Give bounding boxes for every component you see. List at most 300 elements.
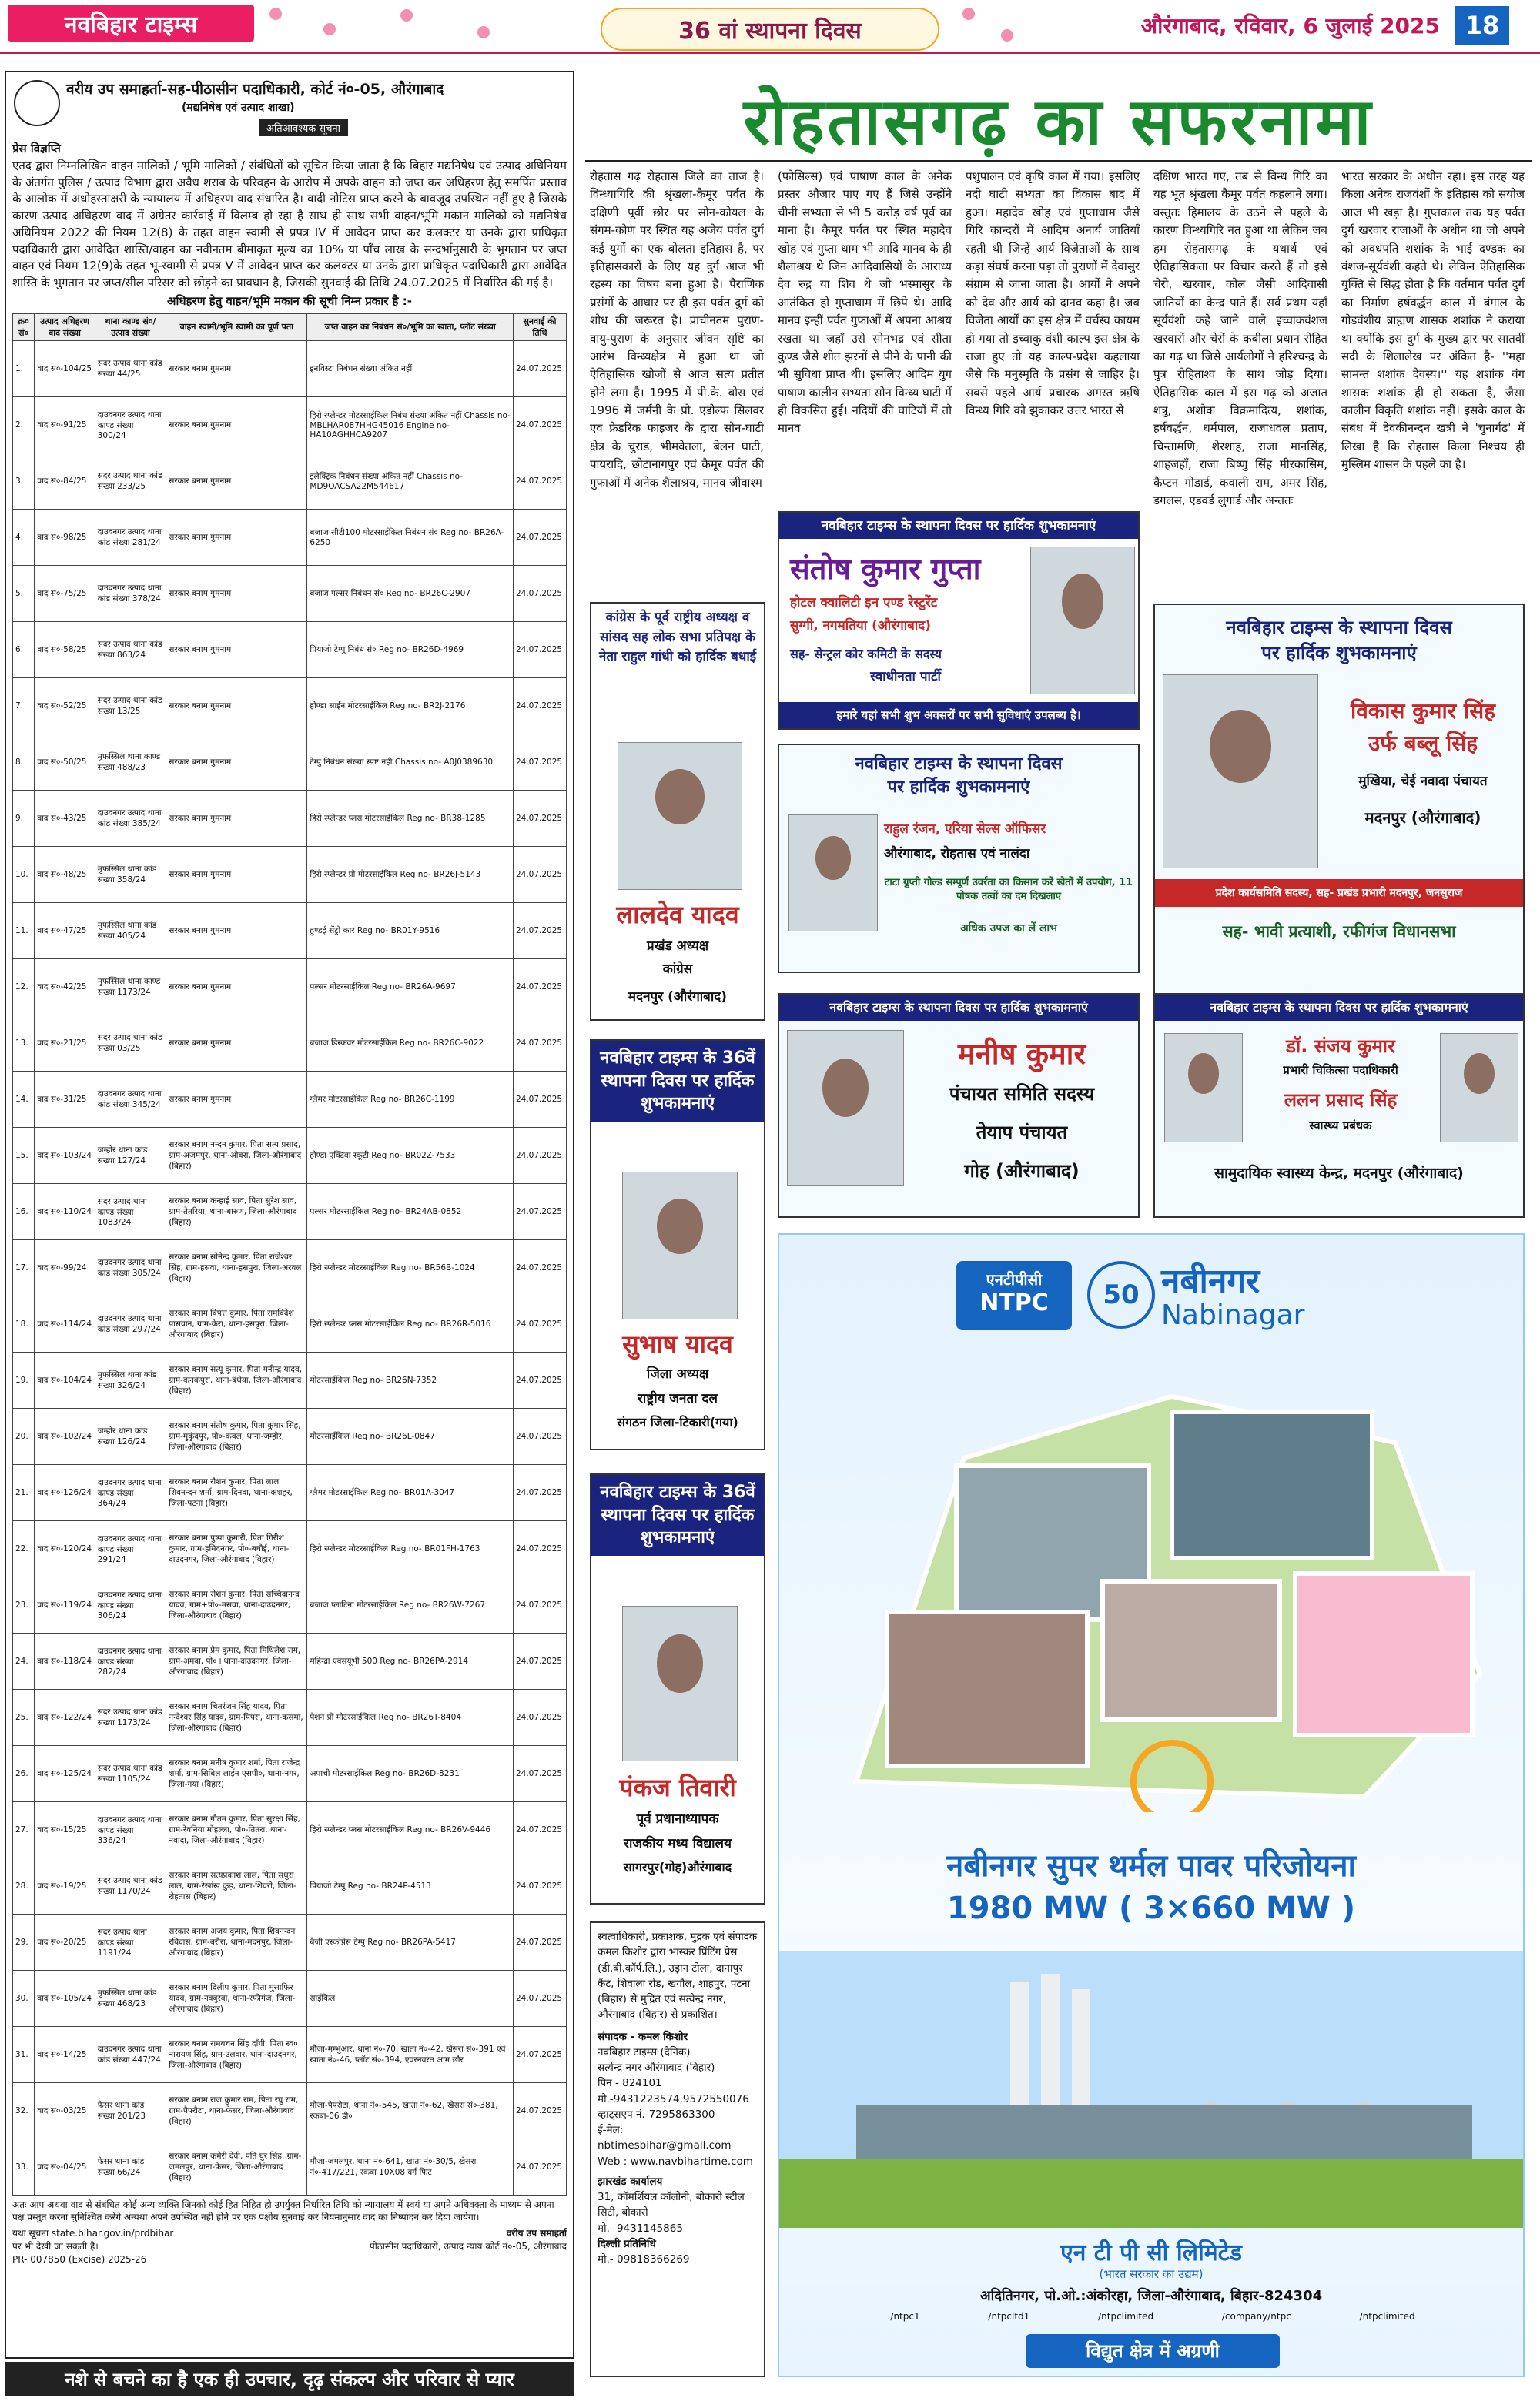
table-row <box>13 1633 567 1689</box>
table-row <box>13 1577 567 1633</box>
table-cell-no: 2. <box>13 396 35 453</box>
table-cell-thana: दाउदनगर उत्पाद थाना कांड संख्या 281/24 <box>95 509 166 565</box>
table-cell-no: 11. <box>13 902 35 958</box>
table-cell-thana: मुफस्सिल थाना काण्ड संख्या 488/23 <box>95 734 166 790</box>
ntpc-capacity: 1980 MW ( 3×660 MW ) <box>946 1891 1356 1926</box>
ad-laldev-party: कांग्रेस <box>662 962 693 977</box>
table-cell-owner: सरकार बनाम गुमनाम <box>166 958 307 1015</box>
table-cell-vehicle: हिरो स्प्लेन्डर मोटरसाईकिल Reg no- BR56B-1024 <box>307 1239 514 1296</box>
table-cell-case: वाद सं०-126/24 <box>35 1464 95 1520</box>
ad-santosh-footer: हमारे यहां सभी शुभ अवसरों पर सभी सुविधाएं उपलब्ध है। <box>779 702 1138 728</box>
pr-number: PR- 007850 (Excise) 2025-26 <box>12 2253 147 2265</box>
table-cell-case: वाद सं०-105/24 <box>35 1970 95 2026</box>
table-cell-thana: दाउदनगर उत्पाद थाना कांड संख्या 305/24 <box>95 1239 166 1296</box>
ad-lalan-photo <box>1440 1033 1518 1142</box>
table-cell-no: 26. <box>13 1745 35 1801</box>
notice-list-heading: अधिहरण हेतु वाहन/भूमि मकान की सूची निम्न प्रकार है :- <box>167 293 412 308</box>
table-cell-thana: मुफस्सिल थाना काण्ड संख्या 1173/24 <box>95 958 166 1015</box>
table-cell-case: वाद सं०-52/25 <box>35 677 95 734</box>
ntpc-plant-panorama <box>779 1951 1523 2228</box>
signature-role: पीठासीन पदाधिकारी, उत्पाद न्याय कोर्ट नं०-05, औरंगाबाद <box>369 2240 567 2252</box>
ad-pankaj-title: नवबिहार टाइम्स के 36वें स्थापना दिवस पर हार्दिक शुभकामनाएं <box>591 1475 764 1556</box>
vehicle-table-header: थाना काण्ड सं०/उत्पाद संख्या <box>95 313 166 340</box>
table-row <box>13 621 567 677</box>
ad-vikas-name1: विकास कुमार सिंह <box>1350 698 1495 724</box>
anniversary-banner: 36 वां स्थापना दिवस <box>601 8 939 51</box>
table-cell-no: 31. <box>13 2026 35 2082</box>
table-cell-vehicle: ग्लैमर मोटरसाईकिल Reg no- BR26C-1199 <box>307 1071 514 1127</box>
ntpc-logo-hindi: एनटीपीसी <box>986 1270 1043 1289</box>
article-column-5: भारत सरकार के अधीन रहा। इस तरह यह किला अनेक राजवंशों के इतिहास को संयोज आज भी खड़ा है। गुप्तकाल तक यह पर्वत दुर्ग खरवार राजाओं के अधीन था जो अपने को अवधपति शशांक के भाई दण्डक का वंशज-सूर्यवंशी कहते थे। लेकिन ऐतिहासिक युक्ति से सिद्ध होता है कि वर्तमान पर्वत दुर्ग का निर्माण हर्षवर्द्धन काल में बंगाल के गोडवंशीय ब्राह्मण शासक शशांक ने कराया था क्योंकि इस दुर्ग के मुख्य द्वार पर सातवीं सदी के शिलालेख पर अंकित है- ''महा सामन्त शशांक देवस्य।'' यह शशांक वंग शासक शशांक ही हो सकता है, जैसा कालीन विकृति शशांक नहीं। इसके काल के संबंध में देवकीनन्दन खत्री ने 'चुनार्गढ' में लिखा है कि रोहतास किला निश्चय ही मुस्लिम शासन के पहले का है। <box>1341 169 1525 472</box>
ad-subhash-yadav <box>590 1039 765 1450</box>
vehicle-table-header: उत्पाद अधिहरण वाद संख्या <box>35 313 95 340</box>
instagram-icon[interactable]: /ntpclimited <box>1359 2311 1415 2322</box>
table-cell-no: 30. <box>13 1970 35 2026</box>
notice-intro <box>12 141 567 310</box>
ad-manish-banner: नवबिहार टाइम्स के स्थापना दिवस पर हार्दिक शुभकामनाएं <box>779 995 1138 1021</box>
table-cell-thana: सदर उत्पाद थाना कांड संख्या 233/25 <box>95 453 166 509</box>
notice-intro-text: एतद द्वारा निम्नलिखित वाहन मालिकों / भूमि मालिकों / संबंधितों को सूचित किया जाता है कि बिहार मद्यनिषेध एवं उत्पाद अधिनियम के अंतर्गत पुलिस / उत्पाद विभाग द्वारा अवैध शराब के परिवहन के आरोप में अपके वाहन को जप्त कर अधिहरण हेतु समर्पित प्रस्ताव के आलोक में अधोहस्ताक्षरी के न्यायालय में अधिहरण वाद संधारित है। वादी नोटिस प्राप्त करने के बावजूद उपस्थित नहीं हुए है जिसके कारण उत्पाद अधिहरण वाद में अग्रेतर कार्रवाई में विलम्ब हो रहा है साथ ही साथ सभी वाहन/भूमि मकान मालिको को मद्यनिषेध अधिनियम 2022 की नियम 12(8) के तहत वाहन स्वामी से प्रपत्र IV में आवेदन प्राप्त कर कलक्टर या उनके द्वारा प्राधिकृत पदाधिकारी द्वारा आवेदित शास्ति/वाहन का नवीनतम बीमाकृत मूल्य का 10% या पाँच लाख के सन्दर्भानुसारी के भुगतान पर जप्त वाहन एवं नियम 12(9)के तहत भू-स्वामी से प्रपत्र V में आवेदन प्राप्त कर कलक्टर या उनके द्वारा प्राधिकृत पदाधिकारी द्वारा आवेदित शास्ति के भुगतान पर जप्त/सील परिसर को छोड़ने का प्रावधान है, जिसकी सुनवाई की तिथि 24.07.2025 में निर्धारित की गई है। <box>12 158 567 289</box>
ad-santosh-name: संतोष कुमार गुप्ता <box>790 552 981 586</box>
table-row <box>13 2026 567 2082</box>
twitter-icon[interactable]: /ntpcltd1 <box>988 2311 1030 2322</box>
ad-pankaj-photo <box>622 1606 738 1761</box>
table-cell-vehicle: इनविस्टा निबंधन संख्या अंकित नहीं <box>307 340 514 396</box>
ad-vikas-photo <box>1163 674 1318 868</box>
ad-santosh-line3: सह- सेन्ट्रल कोर कमिटी के सदस्य <box>790 647 942 661</box>
ntpc-address: अदितिनगर, पो.ओ.:अंकोरहा, जिला-औरंगाबाद, बिहार-824304 <box>979 2288 1323 2304</box>
table-cell-no: 8. <box>13 734 35 790</box>
table-cell-owner: सरकार बनाम गुमनाम <box>166 1071 307 1127</box>
ntpc-logo-text: NTPC <box>979 1289 1049 1316</box>
article-column-2: (फोसिल्स) एवं पाषाण काल के अनेक प्रस्तर औजार पाए गए हैं जिसे उन्होंने चीनी सभ्यता से भी 5 करोड़ वर्ष पूर्व का माना है। कैमूर पर्वत पर स्थित महादेव खोह एवं गुप्ता धाम भी आदि मानव के ही शैलाश्रय थे जिन आदिवासियों के आराध्य देव रुद्र या शिव थे जो भस्मासुर के आतंकित हो गुप्ताधाम में छिपे थे। आदि मानव इन्हीं पर्वत गुफाओं में अपना आश्रय रखता था जहाँ उसे सोनभद्र एवं सीता कुण्ड जैसे शीत झरनों से पीने के पानी की भी सुविधा प्राप्त थी। इसलिए आदिम युग पाषाण कालीन सभ्यता सोन विन्ध्य घाटी में ही विकसित हुई। नदियों की घाटियों में तो मानव <box>778 169 952 436</box>
table-row <box>13 1071 567 1127</box>
table-row <box>13 1239 567 1296</box>
table-cell-thana: जम्होर थाना कांड संख्या 127/24 <box>95 1127 166 1183</box>
table-cell-no: 16. <box>13 1183 35 1239</box>
article-headline: रोहतासगढ़ का सफरनामा <box>585 77 1532 162</box>
table-cell-date: 24.07.2025 <box>513 1352 566 1408</box>
linkedin-icon[interactable]: /company/ntpc <box>1221 2311 1291 2322</box>
table-cell-vehicle: मौजा-पैपरौटा, थाना नं०-545, खाता नं०-62, खेसरा सं०-381, रकबा-06 डी० <box>307 2082 514 2139</box>
ad-manish-photo <box>787 1030 904 1186</box>
table-cell-thana: मुफस्सिल थाना कांड संख्या 405/24 <box>95 902 166 958</box>
table-cell-date: 24.07.2025 <box>513 846 566 902</box>
table-cell-vehicle: बैजी एस्कोप्रेस टेम्पु Reg no- BR26PA-5417 <box>307 1914 514 1970</box>
table-cell-vehicle: बजाज सीटी100 मोटरसाईकिल निबंधन सं० Reg no- BR26A-6250 <box>307 509 514 565</box>
table-cell-thana: दाउदनगर उत्पाद थाना कांड संख्या 447/24 <box>95 2026 166 2082</box>
table-cell-vehicle: पल्सर मोटरसाईकिल Reg no- BR26A-9697 <box>307 958 514 1015</box>
table-cell-date: 24.07.2025 <box>513 621 566 677</box>
table-cell-case: वाद सं०-118/24 <box>35 1633 95 1689</box>
ad-laldev-name: लालदेव यादव <box>616 900 739 929</box>
ad-manish-name: मनीष कुमार <box>957 1037 1086 1071</box>
ad-manish-panchayat: तेयाप पंचायत <box>976 1122 1068 1143</box>
ad-pankaj-tiwari <box>590 1473 765 1905</box>
ad-manish-role: पंचायत समिति सदस्य <box>949 1083 1095 1105</box>
table-row <box>13 1914 567 1970</box>
table-cell-thana: मुफस्सिल थाना कांड संख्या 326/24 <box>95 1352 166 1408</box>
impressum-jh-office: झारखंड कार्यालय <box>598 2175 663 2188</box>
table-cell-owner: सरकार बनाम गुमनाम <box>166 846 307 902</box>
bihar-seal-icon <box>14 80 60 126</box>
ad-manish-kumar <box>778 993 1140 1218</box>
table-cell-no: 6. <box>13 621 35 677</box>
ntpc-photo-plant <box>887 1612 1087 1766</box>
ntpc-plant: Nabinagar <box>1161 1299 1305 1331</box>
table-cell-vehicle: बजाज डिस्कवर मोटरसाईकिल Reg no- BR26C-9022 <box>307 1015 514 1071</box>
ad-sanjay-banner: नवबिहार टाइम्स के स्थापना दिवस पर हार्दिक शुभकामनाएं <box>1155 995 1523 1021</box>
table-cell-date: 24.07.2025 <box>513 1183 566 1239</box>
table-row <box>13 1296 567 1352</box>
table-cell-vehicle: हिरो स्प्लेन्डर मोटरसाईकिल Reg no- BR01FH-1763 <box>307 1520 514 1577</box>
table-cell-case: वाद सं०-119/24 <box>35 1577 95 1633</box>
table-cell-date: 24.07.2025 <box>513 902 566 958</box>
table-cell-case: वाद सं०-42/25 <box>35 958 95 1015</box>
table-cell-no: 18. <box>13 1296 35 1352</box>
dateline: औरंगाबाद, रविवार, 6 जुलाई 2025 <box>1140 13 1440 38</box>
table-cell-owner: सरकार बनाम राज कुमार राम, पिता रघु राम, ग्राम-पैपरौटा, थाना-फेसर, जिला-औरंगाबाद (बिहार) <box>166 2082 307 2139</box>
table-cell-case: वाद सं०-114/24 <box>35 1296 95 1352</box>
ntpc-company: एन टी पी सी लिमिटेड <box>1060 2239 1242 2266</box>
table-cell-no: 22. <box>13 1520 35 1577</box>
table-cell-owner: सरकार बनाम रौशन कुमार, पिता लाल शिवनन्दन शर्मा, ग्राम-दिनवा, थाना-कशहर, जिला-पटना (बिहार) <box>166 1464 307 1520</box>
table-cell-owner: सरकार बनाम सत्यप्रकाश लाल, पिता सधुरा लाल, ग्राम-रेखांख कुड़, थाना-शिवरी, जिला-रोहतास (बिहार) <box>166 1858 307 1914</box>
table-cell-owner: सरकार बनाम गुमनाम <box>166 1015 307 1071</box>
table-cell-no: 7. <box>13 677 35 734</box>
table-cell-thana: दाउदनगर उत्पाद थाना काण्ड संख्या 282/24 <box>95 1633 166 1689</box>
ad-laldev-photo <box>618 742 742 890</box>
table-cell-case: वाद सं०-14/25 <box>35 2026 95 2082</box>
article-column-3: पशुपालन एवं कृषि काल में गया। इसलिए नदी घाटी सभ्यता का विकास बाद में हुआ। महादेव खोह एवं गुप्ताधाम जैसे गिरि कान्दरों में आदिम अनार्य जातियाँ रहती थी जिन्हें आर्य विजेताओं के साथ कड़ा संघर्ष करना पड़ा तो पुराणों में देवासुर संग्राम से जाना जाता है। आर्यों ने अपने को देव और आर्य को दानव कहा है। जब विजेता आर्यों का इस क्षेत्र में वर्चस्व कायम हो गया तो इच्वाकु वंशी काल्प इस क्षेत्र के राजा हुए तो यह काल्प-प्रदेश कहलाया जैसे कि मनुस्मृति के प्रसंग से जाहिर है। सबसे पहले आर्य प्रचारक अगस्त ऋषि विन्ध्य गिरि को झुकाकर उत्तर भारत से <box>966 169 1140 418</box>
table-row <box>13 1970 567 2026</box>
table-cell-thana: दाउदनगर उत्पाद थाना काण्ड संख्या 306/24 <box>95 1577 166 1633</box>
table-cell-vehicle: टेम्पु निबंधन संख्या स्पष्ट नहीं Chassis no- A0J0389630 <box>307 734 514 790</box>
table-cell-case: वाद सं०-104/25 <box>35 340 95 396</box>
ad-santosh-line4: स्वाधीनता पार्टी <box>870 669 941 684</box>
table-cell-date: 24.07.2025 <box>513 1408 566 1464</box>
table-row <box>13 1183 567 1239</box>
ad-vikas-party: प्रदेश कार्यसमिति सदस्य, सह- प्रखंड प्रभारी मदनपुर, जनसुराज <box>1155 879 1523 907</box>
table-cell-no: 17. <box>13 1239 35 1296</box>
table-cell-date: 24.07.2025 <box>513 1071 566 1127</box>
impressum-whatsapp: व्हाट्सएप नं.-7295863300 <box>598 2108 715 2121</box>
table-cell-case: वाद सं०-50/25 <box>35 734 95 790</box>
table-cell-thana: फेसर थाना कांड संख्या 66/24 <box>95 2139 166 2195</box>
table-cell-date: 24.07.2025 <box>513 1858 566 1914</box>
notice-website: यथा सूचना state.bihar.gov.in/prdbihar <box>12 2228 174 2239</box>
table-cell-date: 24.07.2025 <box>513 790 566 846</box>
table-cell-owner: सरकार बनाम मनीष कुमार शर्मा, पिता राजेन्द्र शर्मा, ग्राम-सिबिल लाईन एसपी०, थाना-नगर, जिला-गया (बिहार) <box>166 1745 307 1801</box>
table-cell-vehicle: पल्सर मोटरसाईकिल Reg no- BR24AB-0852 <box>307 1183 514 1239</box>
table-cell-date: 24.07.2025 <box>513 1801 566 1858</box>
table-row <box>13 509 567 565</box>
table-cell-no: 23. <box>13 1577 35 1633</box>
table-cell-owner: सरकार बनाम चितरंजन सिंह यादव, पिता नन्देश्वर सिंह यादव, ग्राम-पिपरा, थाना-कसमा, जिला-औरंगाबाद (बिहार) <box>166 1689 307 1745</box>
table-cell-case: वाद सं०-21/25 <box>35 1015 95 1071</box>
table-cell-owner: सरकार बनाम कन्हाई साव, पिता सुरेश साव, ग्राम-तेतरिया, थाना-बारुण, जिला-औरंगाबाद (बिहार) <box>166 1183 307 1239</box>
press-label: प्रेस विज्ञप्ति <box>12 142 61 156</box>
table-cell-no: 32. <box>13 2082 35 2139</box>
ad-sanjay-role2: स्वास्थ्य प्रबंधक <box>1309 1119 1372 1132</box>
table-cell-case: वाद सं०-15/25 <box>35 1801 95 1858</box>
table-cell-case: वाद सं०-122/24 <box>35 1689 95 1745</box>
table-cell-date: 24.07.2025 <box>513 1914 566 1970</box>
table-cell-thana: फेसर थाना कांड संख्या 201/23 <box>95 2082 166 2139</box>
table-cell-date: 24.07.2025 <box>513 1464 566 1520</box>
youtube-icon[interactable]: /ntpclimited <box>1098 2311 1154 2322</box>
ad-santosh-line1: होटल क्वालिटी इन एण्ड रेस्टुरेंट <box>790 595 938 610</box>
table-cell-date: 24.07.2025 <box>513 1689 566 1745</box>
ad-sanjay-name2: ललन प्रसाद सिंह <box>1284 1089 1398 1111</box>
impressum <box>590 1921 765 2377</box>
ad-vikas-footer: सह- भावी प्रत्याशी, रफीगंज विधानसभा <box>1222 922 1456 941</box>
impressum-email: ई-मेल: nbtimesbihar@gmail.com <box>598 2124 732 2152</box>
table-cell-vehicle: मौजा-जमलपुर, थाना नं०-641, खाता नं०-30/5, खेसरा नं०-417/221, रकबा 10X08 वर्ग फिट <box>307 2139 514 2195</box>
ad-santosh-banner: नवबिहार टाइम्स के स्थापना दिवस पर हार्दिक शुभकामनाएं <box>779 513 1138 539</box>
vehicle-table-header: क्र० सं० <box>13 313 35 340</box>
table-cell-date: 24.07.2025 <box>513 340 566 396</box>
facebook-icon[interactable]: /ntpc1 <box>890 2311 920 2322</box>
table-row <box>13 1858 567 1914</box>
table-cell-owner: सरकार बनाम गुमनाम <box>166 396 307 453</box>
ad-santosh-gupta <box>778 511 1140 730</box>
ad-manish-place: गोह (औरंगाबाद) <box>964 1160 1080 1182</box>
ad-vikas-name2: उर्फ बब्लू सिंह <box>1368 731 1478 756</box>
table-cell-date: 24.07.2025 <box>513 509 566 565</box>
table-cell-case: वाद सं०-58/25 <box>35 621 95 677</box>
table-row <box>13 2082 567 2139</box>
ad-laldev-top: कांग्रेस के पूर्व राष्ट्रीय अध्यक्ष व सांसद सह लोक सभा प्रतिपक्ष के नेता राहुल गांधी को हार्दिक बधाई <box>598 610 757 664</box>
table-cell-thana: सदर उत्पाद थाना काण्ड संख्या 1191/24 <box>95 1914 166 1970</box>
table-cell-case: वाद सं०-120/24 <box>35 1520 95 1577</box>
ntpc-photo-control-room <box>1172 1412 1372 1558</box>
ad-rahul-text2: अधिक उपज का लें लाभ <box>959 922 1058 935</box>
notice-footnote: अतः आप अथवा वाद से संबंधित कोई अन्य व्यक्ति जिनको कोई हित निहित हो उपर्युक्त निर्धारित तिथि को न्यायालय में स्वयं या अपने अधिवक्ता के माध्यम से अपना पक्ष प्रस्तुत करना सुनिश्चित करेंगे अन्यथा अपने उपस्थित नहीं होने पर एक पक्षीय सुनवाई कर नियमानुसार वाद का निष्पादन कर दिया जायेगा। <box>12 2199 554 2223</box>
table-cell-vehicle: हुण्डई सेंट्रो कार Reg no- BR01Y-9516 <box>307 902 514 958</box>
vehicle-table <box>12 313 567 2196</box>
impressum-editor: संपादक - कमल किशोर <box>598 2030 688 2043</box>
table-cell-no: 29. <box>13 1914 35 1970</box>
table-row <box>13 790 567 846</box>
table-cell-no: 10. <box>13 846 35 902</box>
table-cell-case: वाद सं०-31/25 <box>35 1071 95 1127</box>
table-cell-thana: दाउदनगर उत्पाद थाना काण्ड संख्या 336/24 <box>95 1801 166 1858</box>
ntpc-photo-training <box>1295 1574 1472 1735</box>
table-cell-owner: सरकार बनाम रामबचन सिंह दाँगी, पिता स्व० नारायण सिंह, ग्राम-उलवार, थाना-दाउदनगर, जिला-औरंगाबाद (बिहार) <box>166 2026 307 2082</box>
ntpc-tagline: विद्युत क्षेत्र में अग्रणी <box>1026 2334 1280 2368</box>
ad-subhash-place: संगठन जिला-टिकारी(गया) <box>617 1415 738 1430</box>
table-cell-no: 24. <box>13 1633 35 1689</box>
ad-pankaj-role: पूर्व प्रधानाध्यापक <box>636 1811 719 1827</box>
table-cell-date: 24.07.2025 <box>513 453 566 509</box>
table-cell-no: 15. <box>13 1127 35 1183</box>
ad-subhash-title: नवबिहार टाइम्स के 36वें स्थापना दिवस पर हार्दिक शुभकामनाएं <box>591 1041 764 1122</box>
table-cell-thana: दाउदनगर उत्पाद थाना कांड संख्या 378/24 <box>95 565 166 621</box>
table-cell-vehicle: साईकिल <box>307 1970 514 2026</box>
table-cell-thana: सदर उत्पाद थाना काण्ड संख्या 1083/24 <box>95 1183 166 1239</box>
table-cell-no: 20. <box>13 1408 35 1464</box>
ad-rahul-place: औरंगाबाद, रोहतास एवं नालंदा <box>884 846 1030 861</box>
impressum-body: स्वत्वाधिकारी, प्रकाशक, मुद्रक एवं संपादक कमल किशोर द्वारा भास्कर प्रिंटिंग प्रेस (डी.बी.कॉर्प.लि.), उड़ान टोला, दानापुर कैंट, शिवाला रोड, खगौल, शाहपुर, पटना (बिहार) से मुद्रित एवं सत्येन्द्र नगर, औरंगाबाद (बिहार) से प्रकाशित। <box>598 1931 758 2022</box>
table-cell-vehicle: अपाची मोटरसाईकिल Reg no- BR26D-8231 <box>307 1745 514 1801</box>
ntpc-project: नबीनगर सुपर थर्मल पावर परिजोयना <box>946 1848 1356 1884</box>
table-cell-vehicle: बजाज प्लाटिना मोटरसाईकिल Reg no- BR26W-7267 <box>307 1577 514 1633</box>
article-column-4: दक्षिण भारत गए, तब से विन्ध गिरि का यह भूत श्रृंखला कैमूर पर्वत कहलाने लगा। वस्तुतः हिमालय के उठने से पहले के कारण विन्ध्यगिरि नत हुआ था लेकिन जब हम रोहतासगढ़ के यथार्थ एवं ऐतिहासिकता पर विचार करते हैं तो इसे चेरो, खरवार, कोल जैसी आदिवासी जातियों का केन्द्र पाते हैं। सर्व प्रथम यहाँ सूर्यवंशी कहे जाने वाले इच्वाकवंशज खरवारों और चेरों के कबीला प्रधान रोहित का गढ़ था जिसे आर्यलोगों ने हरिश्चन्द्र के पुत्र रोहिताश्व के साथ जोड़ दिया। ऐतिहासिक काल में इस गढ़ को अजात शत्रु, अशोक विक्रमादित्य, शशांक, हर्षवर्द्धन, धर्मपाल, राजाधवल प्रताप, चिन्तामणि, शेरशाह, राजा मानसिंह, शाहजहाँ, राजा बिष्णु सिंह मीरकासिम, कैप्टन गोडार्ड, कवाली राम, अमर सिंह, डगलस, एडवर्ड लुगार्ड और अन्ततः <box>1153 169 1327 508</box>
table-cell-owner: सरकार बनाम संतोष कुमार, पिता कुमार सिंह, ग्राम-मुकुंदपुर, पो०-कवल, थाना-जम्होर, जिला-औरंगाबाद (बिहार) <box>166 1408 307 1464</box>
table-row <box>13 1520 567 1577</box>
impressum-delhi: दिल्ली प्रतिनिधि <box>598 2237 656 2250</box>
table-cell-vehicle: पियाजो टेम्पु Reg no- BR24P-4513 <box>307 1858 514 1914</box>
ad-pankaj-place: सागरपुर(गोह)औरंगाबाद <box>623 1860 732 1875</box>
table-cell-date: 24.07.2025 <box>513 1520 566 1577</box>
table-cell-owner: सरकार बनाम सत्यू कुमार, पिता मनीन्द्र यादव, ग्राम-कनकपुरा, थाना-बंधेया, जिला-औरंगाबाद (बिहार) <box>166 1352 307 1408</box>
table-cell-owner: सरकार बनाम कमेरी देवी, पति घुर सिंह, ग्राम-जमलपुर, थाना-फेसर, जिला-औरंगाबाद (बिहार) <box>166 2139 307 2195</box>
impressum-mobile: मो.-9431223574,9572550076 <box>598 2092 749 2105</box>
ntpc-photo-field <box>1103 1581 1280 1720</box>
table-cell-vehicle: ग्लैमर मोटरसाईकिल Reg no- BR01A-3047 <box>307 1464 514 1520</box>
table-cell-thana: सदर उत्पाद थाना कांड संख्या 1173/24 <box>95 1689 166 1745</box>
table-cell-owner: सरकार बनाम गुमनाम <box>166 734 307 790</box>
ad-laldev-yadav <box>590 602 765 1021</box>
table-row <box>13 677 567 734</box>
table-cell-case: वाद सं०-91/25 <box>35 396 95 453</box>
table-row <box>13 1689 567 1745</box>
table-cell-case: वाद सं०-104/24 <box>35 1352 95 1408</box>
table-row <box>13 1015 567 1071</box>
ad-rahul-title: नवबिहार टाइम्स के स्थापना दिवस <box>855 754 1063 774</box>
table-row <box>13 846 567 902</box>
table-row <box>13 1464 567 1520</box>
table-cell-thana: जम्होर थाना कांड संख्या 126/24 <box>95 1408 166 1464</box>
ntpc-50-years-icon: 50 <box>1087 1261 1155 1329</box>
notice-subtitle: (मद्यनिषेध एवं उत्पाद शाखा) <box>182 102 295 114</box>
impressum-pin: पिन - 824101 <box>598 2077 662 2090</box>
signature-title: वरीय उप समाहर्ता <box>506 2228 567 2239</box>
table-cell-thana: सदर उत्पाद थाना कांड संख्या 44/25 <box>95 340 166 396</box>
ad-ntpc <box>778 1233 1525 2377</box>
ad-sanjay-footer: सामुदायिक स्वास्थ्य केन्द्र, मदनपुर (औरंगाबाद) <box>1214 1165 1464 1182</box>
impressum-jh-mobile: मो.- 9431145865 <box>598 2222 683 2235</box>
table-row <box>13 958 567 1015</box>
table-row <box>13 2139 567 2195</box>
ad-vikas-singh <box>1153 604 1525 1012</box>
table-cell-case: वाद सं०-43/25 <box>35 790 95 846</box>
table-row <box>13 453 567 509</box>
table-cell-owner: सरकार बनाम अजय कुमार, पिता शिवनन्दन रविदास, ग्राम-बरौरा, थाना-मदनपुर, जिला-औरंगाबाद (बिहार) <box>166 1914 307 1970</box>
table-cell-owner: सरकार बनाम रोशन कुमार, पिता सच्चिदानन्द यादव, ग्राम+पो०-मसवा, थाना-दाउदनगर, जिला-औरंगाबाद (बिहार) <box>166 1577 307 1633</box>
table-cell-vehicle: बजाज पल्सर निबंधन सं० Reg no- BR26C-2907 <box>307 565 514 621</box>
ad-laldev-role: प्रखंड अध्यक्ष <box>646 938 709 954</box>
table-cell-thana: सदर उत्पाद थाना कांड संख्या 03/25 <box>95 1015 166 1071</box>
vehicle-table-header: सुनवाई की तिथि <box>513 313 566 340</box>
table-cell-owner: सरकार बनाम गुमनाम <box>166 565 307 621</box>
table-cell-owner: सरकार बनाम गुमनाम <box>166 340 307 396</box>
table-cell-no: 4. <box>13 509 35 565</box>
table-cell-no: 25. <box>13 1689 35 1745</box>
table-cell-date: 24.07.2025 <box>513 1745 566 1801</box>
table-cell-case: वाद सं०-84/25 <box>35 453 95 509</box>
table-cell-thana: मुफस्सिल थाना कांड संख्या 358/24 <box>95 846 166 902</box>
ad-rahul-name: राहुल रंजन, एरिया सेल्स ऑफिसर <box>884 821 1046 837</box>
impressum-delhi-mobile: मो.- 09818366269 <box>598 2253 690 2266</box>
table-cell-no: 21. <box>13 1464 35 1520</box>
table-row <box>13 734 567 790</box>
ad-subhash-name: सुभाष यादव <box>622 1329 733 1359</box>
table-cell-date: 24.07.2025 <box>513 2139 566 2195</box>
table-cell-thana: दाउदनगर उत्पाद थाना काण्ड संख्या 291/24 <box>95 1520 166 1577</box>
ad-vikas-title: नवबिहार टाइम्स के स्थापना दिवस <box>1226 617 1452 638</box>
table-cell-case: वाद सं०-20/25 <box>35 1914 95 1970</box>
table-cell-case: वाद सं०-47/25 <box>35 902 95 958</box>
table-cell-thana: सदर उत्पाद थाना कांड संख्या 1105/24 <box>95 1745 166 1801</box>
table-cell-no: 12. <box>13 958 35 1015</box>
table-cell-owner: सरकार बनाम सोनेन्द्र कुमार, पिता राजेश्वर सिंह, ग्राम-हसवा, थाना-हसपुरा, जिला-अरवल (बिहार) <box>166 1239 307 1296</box>
table-cell-vehicle: हिरो स्प्लेन्डर प्रो मोटरसाईकिल Reg no- BR26J-5143 <box>307 846 514 902</box>
table-cell-vehicle: हिरो स्प्लेन्डर प्लस मोटरसाईकिल Reg no- BR26V-9446 <box>307 1801 514 1858</box>
ad-vikas-place: मदनपुर (औरंगाबाद) <box>1364 808 1481 827</box>
table-cell-vehicle: पियाजो टेम्पु निबंध सं० Reg no- BR26D-4969 <box>307 621 514 677</box>
table-cell-date: 24.07.2025 <box>513 2082 566 2139</box>
table-cell-case: वाद सं०-48/25 <box>35 846 95 902</box>
table-cell-owner: सरकार बनाम गुमनाम <box>166 677 307 734</box>
table-cell-vehicle: महिन्द्रा एक्सयूभी 500 Reg no- BR26PA-2914 <box>307 1633 514 1689</box>
ntpc-logo <box>956 1261 1072 1330</box>
table-cell-date: 24.07.2025 <box>513 677 566 734</box>
table-cell-owner: सरकार बनाम विपत्त कुमार, पिता रामविदेश पासवान, ग्राम-केरा, थाना-हसपुरा, जिला-औरंगाबाद (बिहार) <box>166 1296 307 1352</box>
ad-rahul-ranjan <box>778 744 1140 973</box>
table-cell-date: 24.07.2025 <box>513 1296 566 1352</box>
ad-sanjay-photo <box>1164 1033 1243 1142</box>
ad-subhash-photo <box>622 1172 738 1319</box>
table-cell-vehicle: होण्डा साईन मोटरसाईकिल Reg no- BR2J-2176 <box>307 677 514 734</box>
table-cell-date: 24.07.2025 <box>513 1127 566 1183</box>
table-cell-case: वाद सं०-125/24 <box>35 1745 95 1801</box>
ad-rahul-subtitle: पर हार्दिक शुभकामनाएं <box>887 778 1030 797</box>
impressum-paper: नवबिहार टाइम्स (दैनिक) <box>598 2045 691 2059</box>
ad-sanjay-name1: डॉ. संजय कुमार <box>1286 1035 1395 1057</box>
table-row <box>13 396 567 453</box>
table-cell-no: 28. <box>13 1858 35 1914</box>
ad-pankaj-school: राजकीय मध्य विद्यालय <box>624 1836 732 1851</box>
table-cell-case: वाद सं०-102/24 <box>35 1408 95 1464</box>
table-cell-date: 24.07.2025 <box>513 396 566 453</box>
table-cell-case: वाद सं०-04/25 <box>35 2139 95 2195</box>
ad-subhash-org: राष्ट्रीय जनता दल <box>637 1391 718 1406</box>
ntpc-collage <box>810 1350 1495 1812</box>
ad-sanjay-role1: प्रभारी चिकित्सा पदाधिकारी <box>1283 1063 1398 1077</box>
vehicle-table-header: जप्त वाहन का निबंधन सं०/भूमि का खाता, प्लॉट संख्या <box>307 313 514 340</box>
table-cell-owner: सरकार बनाम नन्दन कुमार, पिता सत्य प्रसाद, ग्राम-अजमपुर, थाना-ओबरा, जिला-औरंगाबाद (बिहार) <box>166 1127 307 1183</box>
table-cell-thana: दाउदनगर उत्पाद थाना कांड संख्या 385/24 <box>95 790 166 846</box>
table-cell-no: 1. <box>13 340 35 396</box>
table-cell-owner: सरकार बनाम पुष्पा कुमारी, पिता गिरीश कुमार, ग्राम-हमिदनगर, पो०-बघौई, थाना-दाउदनगर, जिला-औरंगाबाद (बिहार) <box>166 1520 307 1577</box>
table-cell-vehicle: मौजा-मम्भुआर, थाना नं०-70, खाता नं०-42, खेसरा सं०-391 एवं खाता नं०-46, प्लॉट सं०-394, एवरनवरत आम छौर <box>307 2026 514 2082</box>
ground <box>779 2159 1523 2228</box>
article-column-1: रोहतास गढ़ रोहतास जिले का ताज है। विन्ध्यागिरि की श्रृंखला-कैमूर पर्वत के दक्षिणी पूर्वी छोर पर सोन-कोयल के संगम-कोण पर स्थित यह अजेय पर्वत दुर्ग कई युगों का एक बोलता इतिहास है, पर इतिहासकारों के लिए यह दुर्ग आज भी रहस्य का विषय बना हुआ है। पैराणिक प्रसंगों के आधार पर ही इस पर्वत दुर्ग को शोध की जरूरत है। प्राचीनतम पुराण-वायु-पुराण के अनुसार जीवन सृष्टि का आरंभ विन्ध्यक्षेत्र में हुआ था जो ऐतिहासिक खोजों से आज सत्य प्रतीत होने लगा है। 1995 में पी.के. बोस एवं 1996 में जर्मनी के प्रो. एडोल्फ सिलवर एवं फ्रेडरिक फाइजर के द्वारा सोन-घाटी क्षेत्र के चुराड, भीमवेतला, बेलन घाटी, पायरादि, छोटानागपुर एवं कैमूर पर्वत की गुफाओं में अनेक शैलाश्रय, मानव जीवाश्म <box>590 169 764 490</box>
page-number: 18 <box>1455 6 1509 45</box>
table-cell-owner: सरकार बनाम गुमनाम <box>166 509 307 565</box>
table-cell-date: 24.07.2025 <box>513 1015 566 1071</box>
ad-vikas-subtitle: पर हार्दिक शुभकामनाएं <box>1261 642 1417 664</box>
table-cell-thana: दाउदनगर उत्पाद थाना कांड संख्या 297/24 <box>95 1296 166 1352</box>
table-cell-case: वाद सं०-103/24 <box>35 1127 95 1183</box>
table-cell-no: 5. <box>13 565 35 621</box>
table-cell-vehicle: होण्डा एक्टिवा स्कूटी Reg no- BR02Z-7533 <box>307 1127 514 1183</box>
ad-santosh-photo <box>1030 547 1135 694</box>
table-cell-vehicle: हिरो स्प्लेन्डर प्लस मोटरसाईकिल Reg no- BR38-1285 <box>307 790 514 846</box>
table-cell-vehicle: हिरो स्प्लेन्डर मोटरसाईकिल निबंध संख्या अंकित नहीं Chassis no- MBLHAR087HHG45016 Engine no- HA10AGHHCA9207 <box>307 396 514 453</box>
